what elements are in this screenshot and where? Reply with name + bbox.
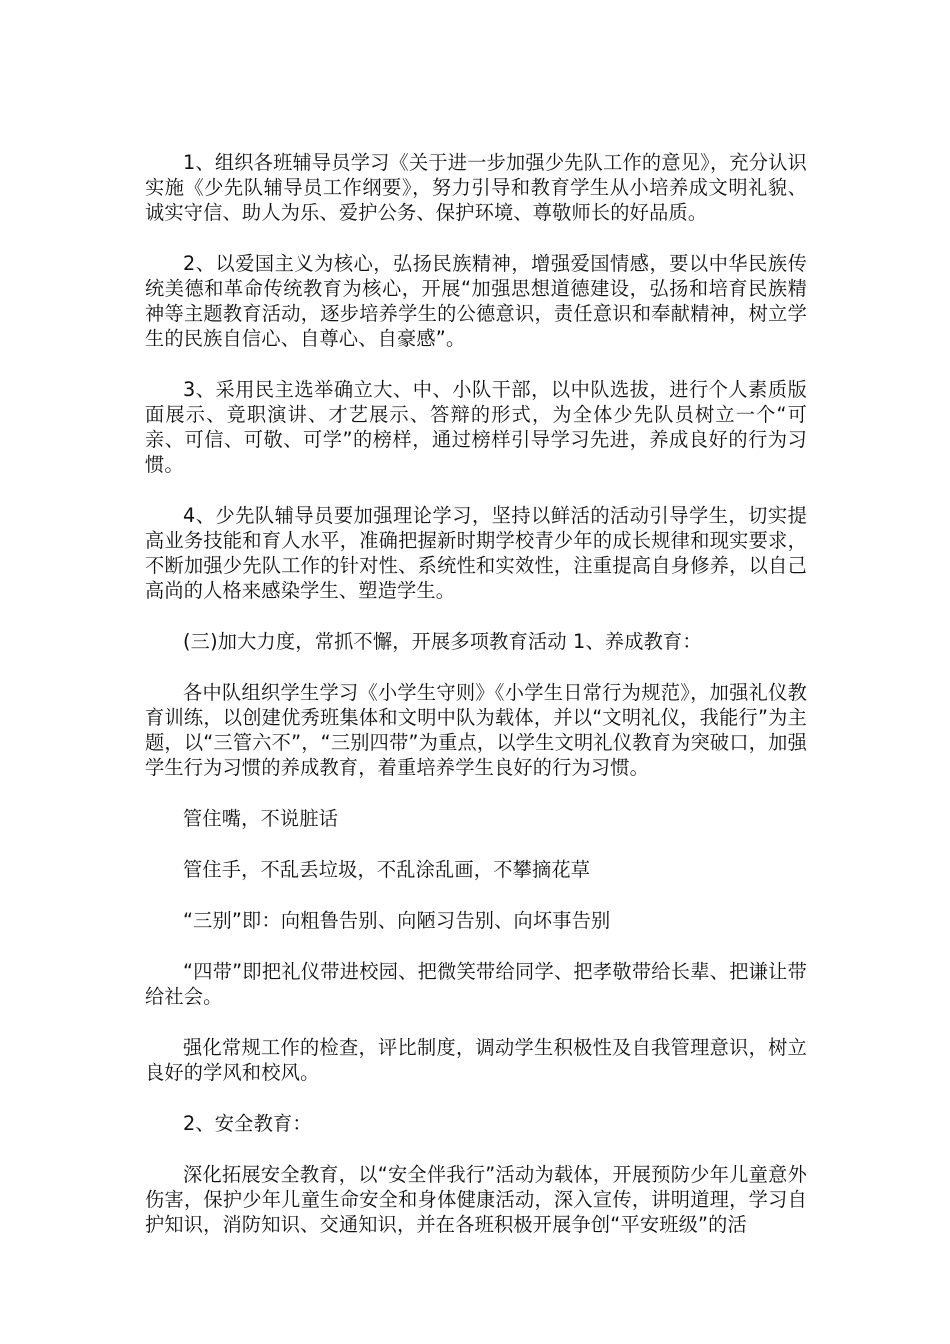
paragraph: 2、以爱国主义为核心，弘扬民族精神，增强爱国情感，要以中华民族传统美德和革命传统教育为核心，开展“加强思想道德建设，弘扬和培育民族精神等主题教育活动，逐步培养学生的公德意识，责任意识和奉献精神，树立学生的民族自信心、自尊心、自豪感”。 [145, 252, 807, 350]
paragraph: 深化拓展安全教育，以“安全伴我行”活动为载体，开展预防少年儿童意外伤害，保护少年儿童生命安全和身体健康活动，深入宣传，讲明道理，学习自护知识，消防知识、交通知识，并在各班积极开展争创“平安班级”的活 [145, 1163, 807, 1236]
section-heading: 2、安全教育： [183, 1112, 312, 1135]
paragraph: 管住手，不乱丢垃圾，不乱涂乱画，不攀摘花草 [183, 858, 591, 881]
paragraph: “三别”即：向粗鲁告别、向陋习告别、向坏事告别 [183, 909, 611, 932]
paragraph: 各中队组织学生学习《小学生守则》《小学生日常行为规范》，加强礼仪教育训练，以创建优秀班集体和文明中队为载体，并以“文明礼仪，我能行”为主题，以“三管六不”，“三别四带”为重点，以学生文明礼仪教育为突破口，加强学生行为习惯的养成教育，着重培养学生良好的行为习惯。 [145, 681, 807, 779]
paragraph: 3、采用民主选举确立大、中、小队干部，以中队选拔，进行个人素质版面展示、竟职演讲、才艺展示、答辩的形式，为全体少先队员树立一个“可亲、可信、可敬、可学”的榜样，通过榜样引导学习先进，养成良好的行为习惯。 [145, 378, 807, 476]
paragraph: 4、少先队辅导员要加强理论学习，坚持以鲜活的活动引导学生，切实提高业务技能和育人水平，准确把握新时期学校青少年的成长规律和现实要求，不断加强少先队工作的针对性、系统性和实效性，注重提高自身修养，以自己高尚的人格来感染学生、塑造学生。 [145, 504, 807, 602]
document-page [145, 150, 807, 1263]
paragraph: “四带”即把礼仪带进校园、把微笑带给同学、把孝敬带给长辈、把谦让带给社会。 [145, 960, 807, 1008]
section-heading: (三)加大力度，常抓不懈，开展多项教育活动 1、养成教育： [183, 630, 702, 653]
paragraph: 强化常规工作的检查，评比制度，调动学生积极性及自我管理意识，树立良好的学风和校风。 [145, 1036, 807, 1084]
paragraph: 管住嘴，不说脏话 [183, 807, 339, 830]
paragraph: 1、组织各班辅导员学习《关于进一步加强少先队工作的意见》，充分认识实施《少先队辅导员工作纲要》，努力引导和教育学生从小培养成文明礼貌、诚实守信、助人为乐、爱护公务、保护环境、尊敬师长的好品质。 [145, 151, 807, 224]
